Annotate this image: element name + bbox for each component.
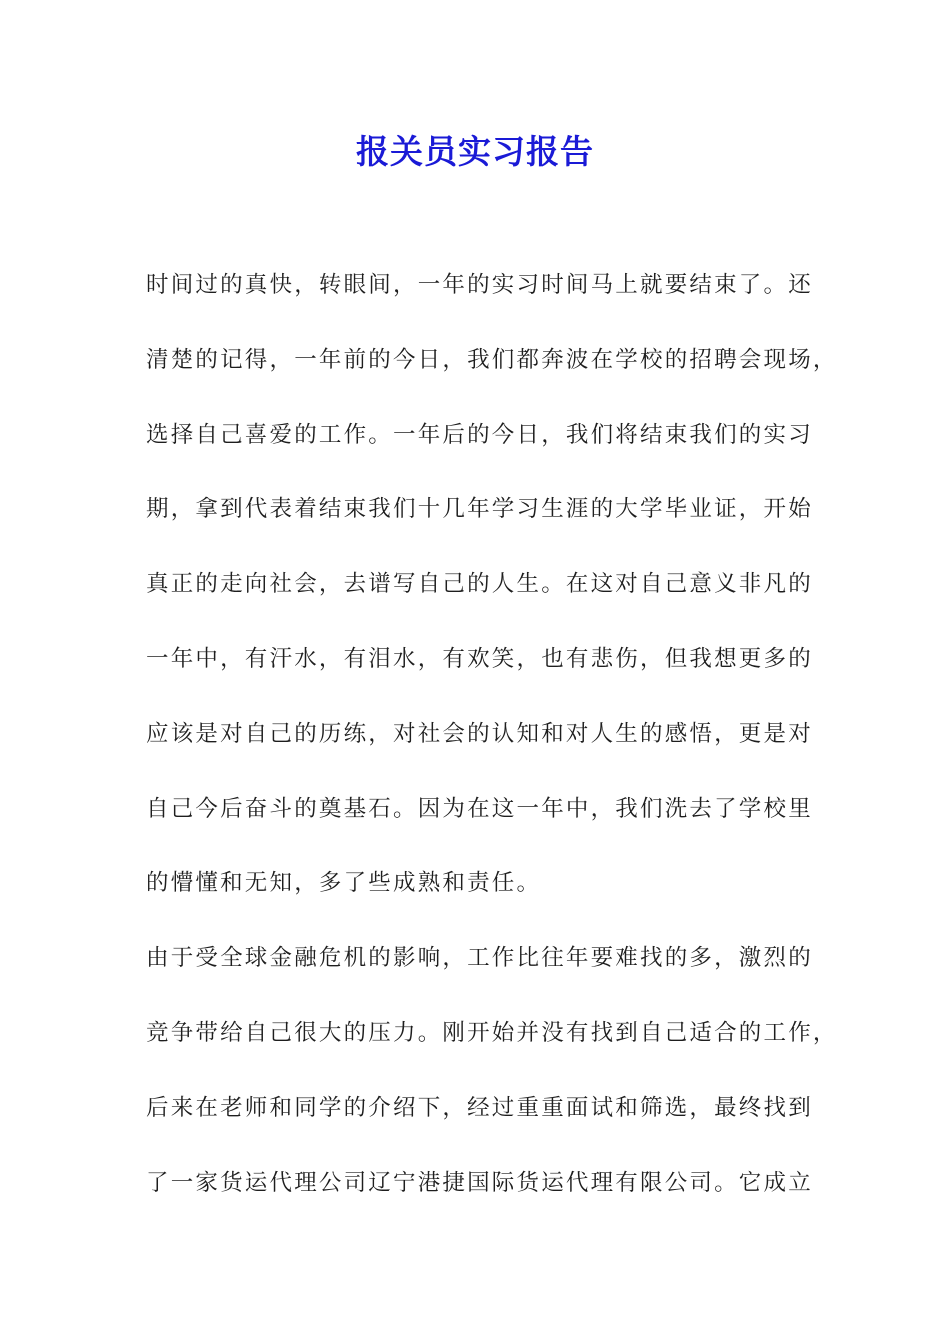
body-line: 自己今后奋斗的奠基石。因为在这一年中，我们洗去了学校里 <box>146 795 813 822</box>
body-line: 应该是对自己的历练，对社会的认知和对人生的感悟，更是对 <box>146 720 813 747</box>
body-line: 期，拿到代表着结束我们十几年学习生涯的大学毕业证，开始 <box>146 496 813 523</box>
body-line: 清楚的记得，一年前的今日，我们都奔波在学校的招聘会现场， <box>146 346 838 373</box>
body-line: 选择自己喜爱的工作。一年后的今日，我们将结束我们的实习 <box>146 421 813 448</box>
body-line: 的懵懂和无知，多了些成熟和责任。 <box>146 870 542 897</box>
body-line: 由于受全球金融危机的影响，工作比往年要难找的多，激烈的 <box>146 945 813 972</box>
body-line: 真正的走向社会，去谱写自己的人生。在这对自己意义非凡的 <box>146 571 813 598</box>
body-line: 竞争带给自己很大的压力。刚开始并没有找到自己适合的工作， <box>146 1019 838 1046</box>
document-body <box>146 257 838 1229</box>
body-line: 时间过的真快，转眼间，一年的实习时间马上就要结束了。还 <box>146 272 813 298</box>
body-line: 了一家货运代理公司辽宁港捷国际货运代理有限公司。它成立 <box>146 1169 813 1196</box>
body-line: 一年中，有汗水，有泪水，有欢笑，也有悲伤，但我想更多的 <box>146 645 813 672</box>
document-title: 报关员实习报告 <box>356 132 594 171</box>
body-line: 后来在老师和同学的介绍下，经过重重面试和筛选，最终找到 <box>146 1094 813 1121</box>
